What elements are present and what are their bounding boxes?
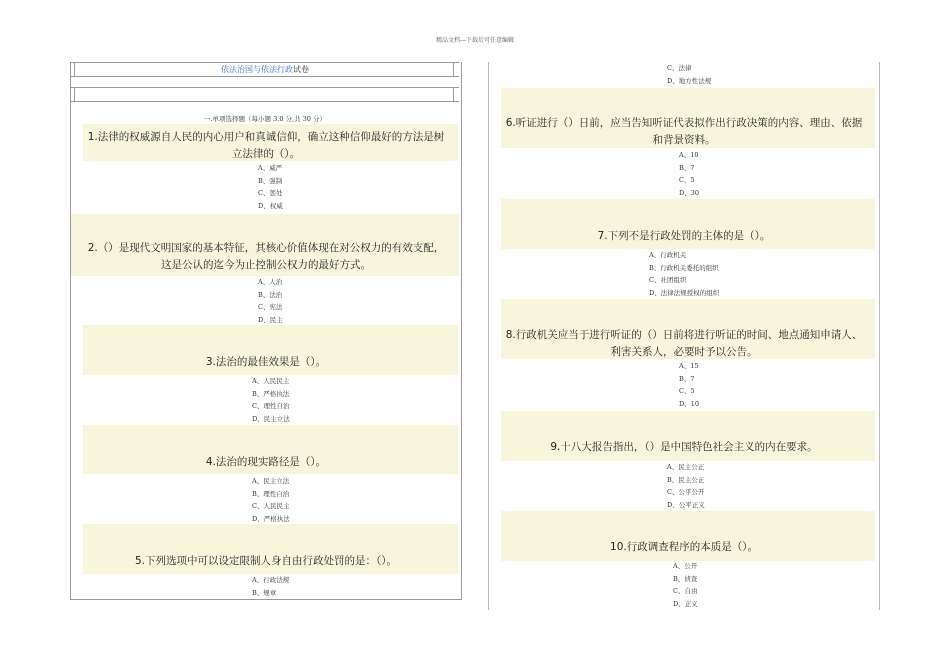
option[interactable]: C、理性自治 — [252, 402, 290, 410]
question-8: 8.行政机关应当于进行听证的（）日前将进行听证的时间、地点通知申请人、 利害关系人，必要时予以公告。 — [505, 329, 863, 358]
exam-title: 依法治国与依法行政 — [221, 65, 293, 74]
question-9-options — [667, 461, 705, 511]
option[interactable]: A、威严 — [258, 164, 283, 172]
question-5-options-continued — [667, 62, 711, 87]
option[interactable]: D、法律法规授权的组织 — [649, 288, 720, 297]
option[interactable]: B、7 — [679, 163, 695, 172]
option[interactable]: D、民主 — [258, 315, 283, 324]
option[interactable]: D、民主立法 — [252, 414, 290, 423]
question-9: 9.十八大报告指出，（）是中国特色社会主义的内在要求。 — [550, 441, 818, 453]
question-4: 4.法治的现实路径是（）。 — [205, 456, 327, 468]
exam-title-suffix: 试卷 — [293, 65, 309, 74]
option[interactable]: A、人治 — [258, 278, 283, 286]
question-10-options — [673, 560, 698, 610]
option[interactable]: A、民主立法 — [252, 477, 290, 485]
option[interactable]: D、严格执法 — [252, 514, 290, 523]
option[interactable]: C、法律 — [667, 64, 692, 72]
question-1-options — [258, 162, 283, 212]
question-6: 6.听证进行（）日前，应当告知听证代表拟作出行政决策的内容、理由、依据 和背景资料。 — [505, 117, 863, 146]
option[interactable]: B、民主公正 — [667, 475, 705, 484]
option[interactable]: A、行政法规 — [252, 576, 290, 584]
option[interactable]: A、10 — [679, 151, 699, 159]
option[interactable]: B、行政机关委托的组织 — [649, 263, 719, 272]
exam-title-box — [71, 62, 459, 77]
question-5: 5.下列选项中可以设定限制人身自由行政处罚的是：（）。 — [134, 555, 398, 567]
option[interactable]: B、规章 — [252, 588, 277, 597]
option[interactable]: A、15 — [679, 362, 699, 370]
question-7-options — [649, 249, 719, 299]
option[interactable]: A、人民民主 — [252, 377, 290, 385]
option[interactable]: B、理性自治 — [252, 489, 290, 498]
question-2-options — [258, 276, 283, 326]
option[interactable]: D、10 — [679, 399, 699, 408]
question-5-options — [252, 574, 289, 599]
option[interactable]: C、5 — [679, 387, 695, 395]
question-4-options — [252, 475, 290, 525]
option[interactable]: C、人民民主 — [252, 502, 290, 510]
option[interactable]: D、公平正义 — [667, 500, 705, 509]
option[interactable]: C、宪法 — [258, 303, 283, 311]
option[interactable]: A、公开 — [673, 562, 698, 570]
section-title: 一.单项选择题（每小题 3.0 分,共 30 分） — [203, 115, 326, 123]
option[interactable]: C、5 — [679, 176, 695, 184]
option[interactable]: A、民主公正 — [667, 463, 705, 471]
question-8-options — [679, 360, 699, 410]
option[interactable]: C、社团组织 — [649, 276, 687, 284]
question-2: 2.（）是现代文明国家的基本特征，其核心价值体现在对公权力的有效支配， 这是公认的迄今为止控制公权力的最好方式。 — [87, 242, 445, 271]
left-column — [70, 62, 462, 600]
option[interactable]: B、严格执法 — [252, 389, 290, 398]
right-column — [488, 62, 880, 610]
option[interactable]: B、法治 — [258, 290, 283, 299]
question-3-options — [252, 375, 290, 425]
option[interactable]: B、强制 — [258, 176, 283, 185]
option[interactable]: D、权威 — [258, 201, 283, 210]
option[interactable]: B、侦查 — [673, 574, 698, 583]
question-3: 3.法治的最佳效果是（）。 — [205, 356, 327, 368]
question-10: 10.行政调查程序的本质是（）。 — [610, 541, 758, 553]
option[interactable]: B、7 — [679, 374, 695, 383]
option[interactable]: C、公平公开 — [667, 488, 705, 496]
question-7: 7.下列不是行政处罚的主体的是（）。 — [597, 230, 771, 242]
question-6-options — [679, 149, 699, 199]
page-header: 精品文档---下载后可任意编辑 — [435, 37, 515, 44]
option[interactable]: C、惩处 — [258, 189, 283, 197]
option[interactable]: C、自由 — [673, 587, 698, 595]
option[interactable]: D、30 — [679, 188, 699, 197]
option[interactable]: D、正义 — [673, 599, 698, 608]
exam-info-box — [71, 87, 459, 102]
option[interactable]: A、行政机关 — [649, 251, 687, 259]
question-1: 1.法律的权威源自人民的内心用户和真诚信仰，确立这种信仰最好的方法是树 立法律的（）。 — [87, 131, 445, 160]
option[interactable]: D、地方性法规 — [667, 76, 712, 85]
